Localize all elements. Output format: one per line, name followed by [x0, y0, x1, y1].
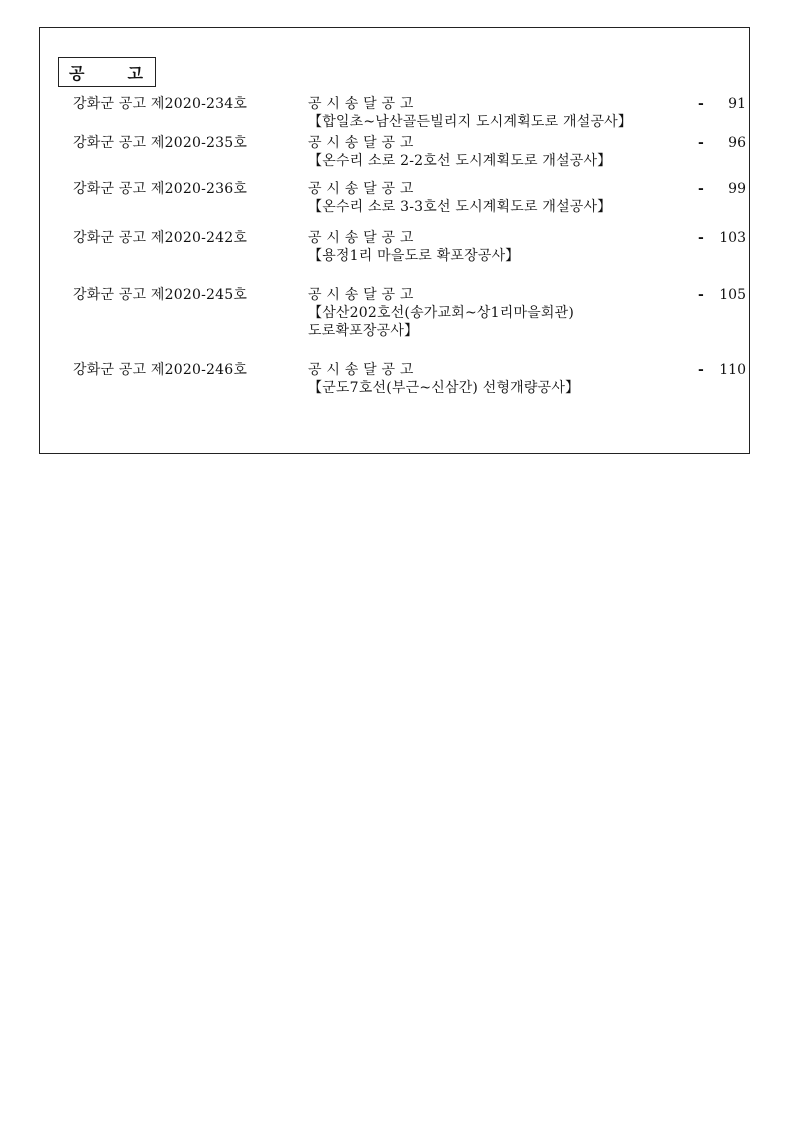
entry-title: 공 시 송 달 공 고 — [308, 135, 414, 151]
entry-subtitle: 【군도7호선(부근~신삼간) 선형개량공사】 — [308, 380, 580, 396]
section-label-right: 고 — [127, 63, 143, 83]
page-ref — [698, 134, 746, 152]
page-number: 96 — [728, 135, 746, 151]
entry-title-block — [308, 286, 574, 340]
page-dash: - — [698, 135, 704, 151]
notice-number: 강화군 공고 제2020-245호 — [73, 287, 248, 303]
entry-subtitle: 【합일초~남산골든빌리지 도시계획도로 개설공사】 — [308, 114, 633, 130]
page-ref — [698, 286, 746, 304]
entry-title: 공 시 송 달 공 고 — [308, 96, 414, 112]
entry-title-block — [308, 229, 520, 265]
page-number: 99 — [728, 181, 746, 197]
entry-title-block — [308, 134, 611, 170]
page-ref — [698, 180, 746, 198]
entry-subtitle-continued: 도로확포장공사】 — [308, 323, 419, 339]
section-label-left: 공 — [69, 63, 85, 83]
page-number: 105 — [719, 287, 746, 303]
notice-number: 강화군 공고 제2020-235호 — [73, 135, 248, 151]
entry-title-block — [308, 95, 632, 131]
page-dash: - — [698, 287, 704, 303]
notice-number: 강화군 공고 제2020-236호 — [73, 181, 248, 197]
entry-subtitle: 【온수리 소로 2-2호선 도시계획도로 개설공사】 — [308, 153, 612, 169]
notice-table-of-contents — [39, 27, 750, 454]
page-dash: - — [698, 181, 704, 197]
entry-title: 공 시 송 달 공 고 — [308, 181, 414, 197]
entry-title-block — [308, 180, 611, 216]
page-ref — [698, 229, 746, 247]
entry-subtitle: 【온수리 소로 3-3호선 도시계획도로 개설공사】 — [308, 199, 612, 215]
section-label-notice — [58, 57, 156, 87]
page-number: 103 — [719, 230, 746, 246]
entry-title: 공 시 송 달 공 고 — [308, 287, 414, 303]
notice-number: 강화군 공고 제2020-234호 — [73, 96, 248, 112]
entry-title: 공 시 송 달 공 고 — [308, 362, 414, 378]
page-number: 91 — [728, 96, 746, 112]
notice-number: 강화군 공고 제2020-242호 — [73, 230, 248, 246]
page-ref — [698, 95, 746, 113]
entry-subtitle: 【삼산202호선(송가교회~상1리마을회관) — [308, 305, 575, 321]
page-number: 110 — [719, 362, 746, 378]
page-dash: - — [698, 230, 704, 246]
page-dash: - — [698, 362, 704, 378]
page-dash: - — [698, 96, 704, 112]
page-ref — [698, 361, 746, 379]
entry-subtitle: 【용정1리 마을도로 확포장공사】 — [308, 248, 520, 264]
entry-title: 공 시 송 달 공 고 — [308, 230, 414, 246]
notice-number: 강화군 공고 제2020-246호 — [73, 362, 248, 378]
entry-title-block — [308, 361, 579, 397]
